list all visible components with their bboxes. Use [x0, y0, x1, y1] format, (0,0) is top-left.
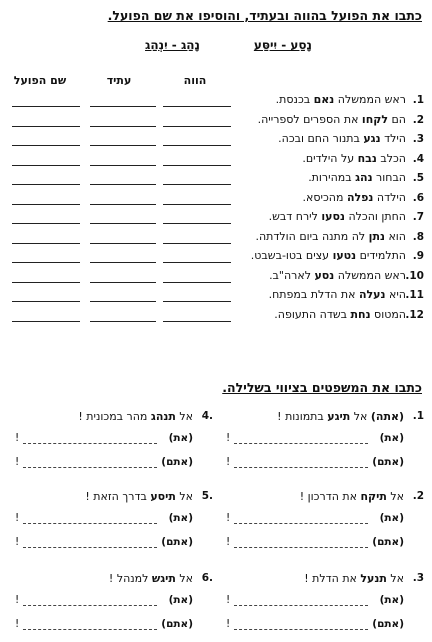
- sentence-before: הם: [388, 112, 406, 126]
- answer-blank[interactable]: [23, 467, 157, 468]
- present-answer-blank[interactable]: [163, 282, 231, 283]
- sentence-verb: לקחו: [361, 112, 389, 126]
- verb-header-nasa: נָסַע - יִיסַּע: [253, 38, 312, 52]
- sentence-after: את הדלת במפתח.: [268, 288, 359, 301]
- answer-line: [15, 536, 193, 552]
- answer-label: (אתם): [372, 618, 404, 630]
- exclamation-mark: !: [15, 432, 20, 444]
- infinitive-answer-blank[interactable]: [12, 321, 80, 322]
- exercise-number: .5: [201, 490, 213, 502]
- answer-line: [15, 594, 193, 610]
- answer-line: [226, 618, 404, 634]
- answer-line: [226, 536, 404, 552]
- sentence-before: הכלב: [376, 151, 406, 165]
- sentence-text: [278, 132, 406, 145]
- sentence-number: 10.: [405, 269, 424, 282]
- present-answer-blank[interactable]: [163, 223, 231, 224]
- exclamation-mark: !: [226, 456, 231, 468]
- answer-blank[interactable]: [234, 629, 368, 630]
- future-answer-blank[interactable]: [90, 301, 156, 302]
- sentence-row: [8, 190, 424, 210]
- present-answer-blank[interactable]: [163, 262, 231, 263]
- sentence-row: [8, 248, 424, 268]
- exercise-neg: אל: [386, 572, 404, 585]
- sentence-text: [308, 171, 406, 184]
- sentence-number: 8.: [412, 230, 424, 243]
- sentence-number: 12.: [405, 308, 424, 321]
- answer-line: [226, 512, 404, 528]
- answer-label: (אתם): [372, 456, 404, 468]
- sentence-text: [269, 269, 406, 282]
- infinitive-answer-blank[interactable]: [12, 301, 80, 302]
- exclamation-mark: !: [226, 432, 231, 444]
- sentence-before: ראש הממשלה: [334, 93, 406, 106]
- sentence-text: [274, 308, 406, 321]
- future-answer-blank[interactable]: [90, 165, 156, 166]
- exercise-sentence: [109, 572, 193, 585]
- sentence-verb: נחת: [350, 307, 371, 321]
- exercise-sentence: [85, 490, 193, 503]
- sentence-text: [269, 288, 406, 301]
- sentence-before: ראש הממשלה: [334, 268, 406, 282]
- sentence-number: 9.: [412, 250, 424, 262]
- exercise-number: .4: [201, 410, 213, 422]
- sentence-text: [303, 191, 406, 204]
- sentence-number: 1.: [412, 94, 424, 106]
- sentence-text: [255, 230, 406, 243]
- answer-label: (אתם): [161, 618, 193, 630]
- sentence-after: לה מתנה ביום הולדתה.: [255, 229, 369, 243]
- answer-line: [15, 432, 193, 448]
- sentence-row: [8, 268, 424, 288]
- sentence-text: [258, 113, 406, 126]
- answer-label: (את): [379, 512, 404, 524]
- sentence-text: [276, 93, 406, 106]
- exclamation-mark: !: [226, 594, 231, 606]
- present-answer-blank[interactable]: [163, 321, 231, 322]
- column-header-future: עתיד: [106, 74, 132, 87]
- sentence-before: המטוס: [370, 307, 406, 321]
- sentence-verb: נטעו: [332, 249, 357, 262]
- answer-label: (את): [379, 432, 404, 444]
- sentence-verb: נבח: [357, 151, 377, 165]
- answer-line: [15, 456, 193, 472]
- sentence-row: [8, 307, 424, 327]
- present-answer-blank[interactable]: [163, 165, 231, 166]
- exercise-neg: אל: [386, 490, 404, 503]
- sentence-row: [8, 92, 424, 112]
- exclamation-mark: !: [15, 594, 20, 606]
- exclamation-mark: !: [226, 618, 231, 630]
- sentence-row: [8, 151, 424, 171]
- sentence-row: [8, 287, 424, 307]
- answer-blank[interactable]: [23, 523, 157, 524]
- exercise-verb: תיקח: [360, 490, 387, 503]
- sentence-verb: נתן: [368, 229, 385, 243]
- exercise-sentence: [304, 572, 404, 585]
- answer-blank[interactable]: [23, 629, 157, 630]
- answer-line: [226, 456, 404, 472]
- answer-label: (את): [379, 594, 404, 606]
- exercise-number: 3.: [412, 572, 424, 584]
- column-header-present: הווה: [183, 74, 207, 87]
- answer-blank[interactable]: [234, 547, 368, 548]
- exercise-sentence: [300, 490, 404, 503]
- answer-line: [226, 594, 404, 610]
- sentence-verb: נעלה: [358, 288, 386, 301]
- answer-blank[interactable]: [234, 467, 368, 468]
- sentence-verb: נסעו: [321, 210, 345, 223]
- infinitive-answer-blank[interactable]: [12, 204, 80, 205]
- exercise-sentence: [277, 410, 404, 423]
- exercise-rest: למנהל !: [108, 572, 152, 585]
- imperative-exercise: [8, 490, 213, 560]
- sentence-number: 4.: [412, 152, 424, 165]
- answer-label: (אתם): [161, 456, 193, 468]
- sentence-before: החתן והכלה: [344, 210, 406, 223]
- sentence-verb: נפלה: [346, 190, 374, 204]
- exercise-verb: תנעל: [360, 572, 387, 585]
- answer-line: [226, 432, 404, 448]
- answer-label: (את): [168, 512, 193, 524]
- infinitive-answer-blank[interactable]: [12, 282, 80, 283]
- part1-instruction: כתבו את הפועל בהווה ובעתיד, והוסיפו את שם הפועל.: [107, 8, 422, 23]
- exercise-number: 2.: [412, 490, 424, 502]
- sentence-after: עצים בטו-בשבט.: [250, 249, 333, 262]
- sentence-verb: נגע: [363, 132, 381, 145]
- sentence-verb: נהג: [355, 171, 373, 184]
- sentence-verb: נסע: [314, 268, 335, 282]
- future-answer-blank[interactable]: [90, 126, 156, 127]
- present-answer-blank[interactable]: [163, 184, 231, 185]
- present-answer-blank[interactable]: [163, 243, 231, 244]
- present-answer-blank[interactable]: [163, 145, 231, 146]
- infinitive-answer-blank[interactable]: [12, 243, 80, 244]
- exclamation-mark: !: [226, 512, 231, 524]
- infinitive-answer-blank[interactable]: [12, 262, 80, 263]
- answer-line: [15, 618, 193, 634]
- exercise-neg: אל: [350, 410, 371, 423]
- sentence-before: הוא: [384, 229, 406, 243]
- sentence-after: לירח דבש.: [268, 210, 322, 223]
- exercise-rest: בתמונות !: [277, 410, 328, 423]
- sentence-row: [8, 170, 424, 190]
- exclamation-mark: !: [15, 512, 20, 524]
- imperative-exercise: [219, 490, 424, 560]
- exercise-rest: את הדלת !: [304, 572, 361, 585]
- future-answer-blank[interactable]: [90, 204, 156, 205]
- sentence-text: [251, 249, 406, 262]
- present-answer-blank[interactable]: [163, 204, 231, 205]
- sentence-row: [8, 131, 424, 151]
- answer-line: [15, 512, 193, 528]
- future-answer-blank[interactable]: [90, 262, 156, 263]
- sentence-number: 11.: [405, 289, 424, 301]
- sentence-number: 3.: [412, 133, 424, 145]
- exclamation-mark: !: [226, 536, 231, 548]
- exercise-rest: בדרך הזאת !: [85, 490, 151, 503]
- present-answer-blank[interactable]: [163, 106, 231, 107]
- exercise-number: .6: [201, 572, 213, 584]
- exercise-prefix: (אתה): [370, 410, 404, 423]
- answer-label: (אתם): [372, 536, 404, 548]
- exercise-verb: תיגע: [327, 410, 351, 423]
- exercise-neg: אל: [175, 572, 193, 585]
- column-header-infinitive: שם הפועל: [13, 74, 67, 87]
- imperative-exercise: [8, 572, 213, 642]
- imperative-exercise: [8, 410, 213, 480]
- exclamation-mark: !: [15, 456, 20, 468]
- infinitive-answer-blank[interactable]: [12, 126, 80, 127]
- sentence-text: [302, 152, 406, 165]
- sentence-after: את הספרים לספרייה.: [257, 112, 362, 126]
- exercise-verb: תנהג: [150, 410, 176, 423]
- verb-header-nahag: נָהַג - יִנְהַג: [145, 38, 200, 52]
- future-answer-blank[interactable]: [90, 223, 156, 224]
- sentence-after: בכנסת.: [275, 93, 314, 106]
- sentence-number: 7.: [412, 211, 424, 223]
- answer-label: (את): [168, 594, 193, 606]
- sentence-before: התלמידים: [356, 249, 406, 262]
- sentence-before: הבחור: [372, 171, 406, 184]
- imperative-exercise: [219, 572, 424, 642]
- answer-blank[interactable]: [234, 443, 368, 444]
- sentence-before: היא: [385, 288, 406, 301]
- sentence-before: הילדה: [373, 190, 406, 204]
- answer-blank[interactable]: [23, 605, 157, 606]
- imperative-exercise: [219, 410, 424, 480]
- present-answer-blank[interactable]: [163, 126, 231, 127]
- exercise-rest: מהר במכונית !: [78, 410, 151, 423]
- sentence-number: 2.: [412, 113, 424, 126]
- answer-label: (אתם): [161, 536, 193, 548]
- future-answer-blank[interactable]: [90, 106, 156, 107]
- exercise-rest: את הדרכון !: [299, 490, 361, 503]
- sentence-row: [8, 229, 424, 249]
- infinitive-answer-blank[interactable]: [12, 106, 80, 107]
- future-answer-blank[interactable]: [90, 145, 156, 146]
- exercise-neg: אל: [175, 410, 193, 423]
- future-answer-blank[interactable]: [90, 243, 156, 244]
- future-answer-blank[interactable]: [90, 282, 156, 283]
- sentence-after: בתנור החם ובכה.: [278, 132, 364, 145]
- sentence-after: מהכיסא.: [302, 190, 347, 204]
- answer-blank[interactable]: [234, 523, 368, 524]
- future-answer-blank[interactable]: [90, 184, 156, 185]
- infinitive-answer-blank[interactable]: [12, 223, 80, 224]
- exercise-number: 1.: [412, 410, 424, 422]
- answer-blank[interactable]: [23, 443, 157, 444]
- exercise-verb: תיגש: [151, 572, 176, 585]
- part2-instruction: כתבו את המשפטים בציווי בשלילה.: [222, 380, 422, 395]
- sentence-after: במהירות.: [308, 171, 356, 184]
- sentence-row: [8, 112, 424, 132]
- sentence-text: [269, 210, 406, 223]
- exercise-sentence: [78, 410, 193, 423]
- sentence-after: על הילדים.: [302, 151, 358, 165]
- answer-label: (את): [168, 432, 193, 444]
- exercise-verb: תיסע: [150, 490, 176, 503]
- exclamation-mark: !: [15, 536, 20, 548]
- exercise-neg: אל: [175, 490, 193, 503]
- infinitive-answer-blank[interactable]: [12, 145, 80, 146]
- sentence-before: הילד: [380, 132, 406, 145]
- sentence-after: בשדה התעופה.: [274, 307, 351, 321]
- future-answer-blank[interactable]: [90, 321, 156, 322]
- answer-blank[interactable]: [23, 547, 157, 548]
- answer-blank[interactable]: [234, 605, 368, 606]
- sentence-number: 6.: [412, 191, 424, 204]
- present-answer-blank[interactable]: [163, 301, 231, 302]
- exclamation-mark: !: [15, 618, 20, 630]
- infinitive-answer-blank[interactable]: [12, 184, 80, 185]
- sentence-number: 5.: [412, 172, 424, 184]
- infinitive-answer-blank[interactable]: [12, 165, 80, 166]
- sentence-verb: נאם: [313, 93, 335, 106]
- sentence-after: לארה"ב.: [269, 268, 315, 282]
- sentence-row: [8, 209, 424, 229]
